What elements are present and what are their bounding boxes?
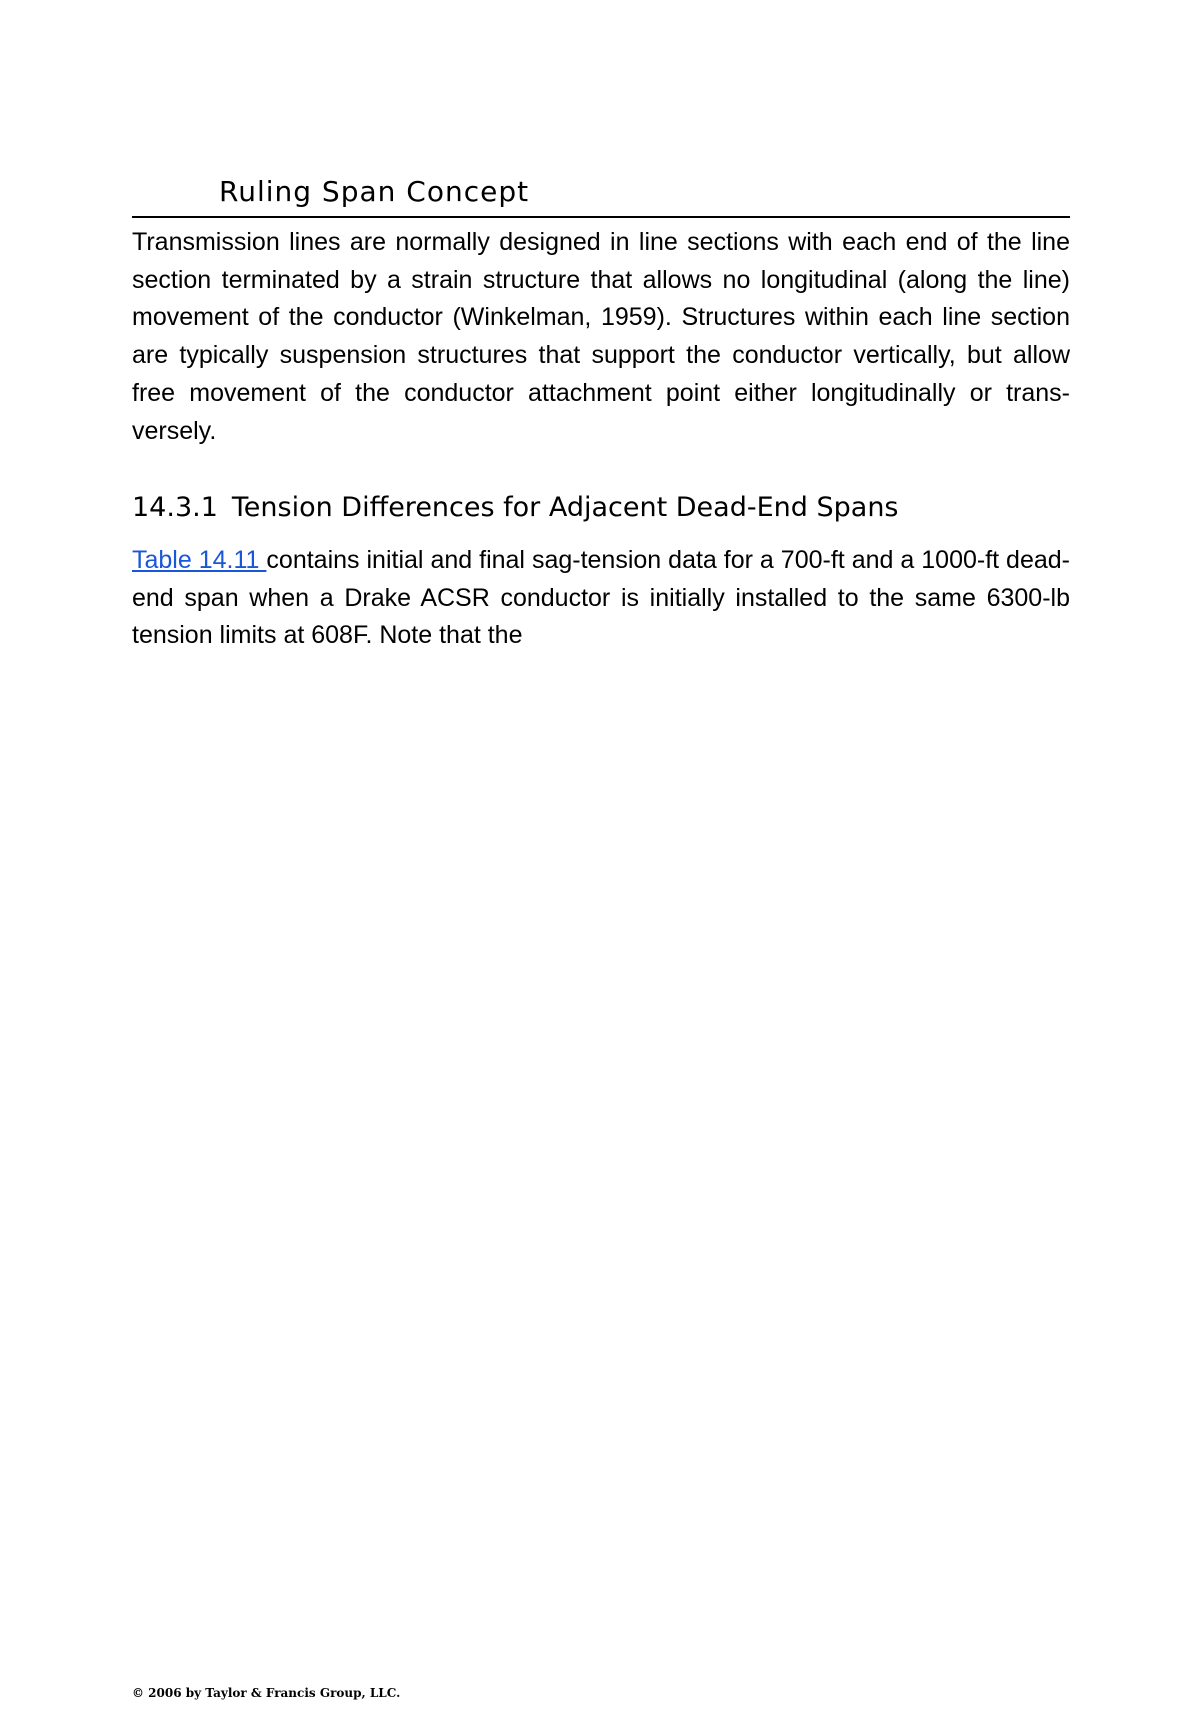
table-reference-link[interactable]: Table 14.11 — [132, 546, 267, 574]
section-heading: Ruling Span Concept — [219, 175, 530, 208]
section-paragraph: Transmission lines are normally designed in line sections with each end of the line section terminated by a strain structure that allows no longitudinal (along the line) movement of the conductor (Winkelman, 1959). Structures within each line section are typically suspension structures that support the conductor vertically, but allow free movement of the conductor attachment point either longitudinally or trans- versely. — [132, 228, 1070, 445]
subsection-number: 14.3.1 — [132, 492, 218, 523]
subsection-paragraph — [132, 542, 1070, 655]
subsection-paragraph-text: contains initial and final sag-tension data for a 700-ft and a 1000-ft dead-end span when a Drake ACSR conductor is initially installed to the same 6300-lb tension limits at 608F. Note that the — [132, 546, 1070, 650]
heading-rule — [132, 216, 1070, 218]
copyright-footer: © 2006 by Taylor & Francis Group, LLC. — [132, 1686, 401, 1700]
subsection-title: Tension Differences for Adjacent Dead-End Spans — [231, 492, 899, 523]
subsection-heading — [132, 488, 899, 528]
